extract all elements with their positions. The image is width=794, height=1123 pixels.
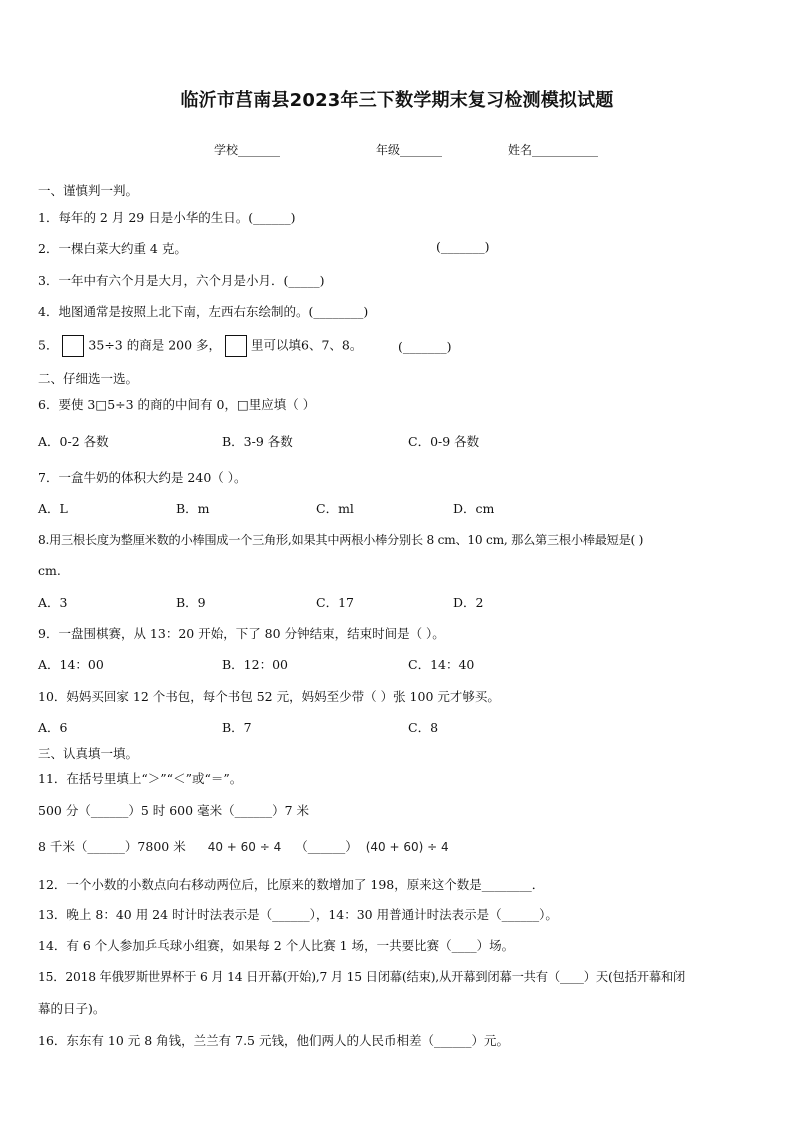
question-10-option-c: C．8 — [408, 720, 439, 735]
question-11-line-1: 500 分（______）5 时 600 毫米（______）7 米 — [38, 803, 309, 818]
question-10: 10．妈妈买回家 12 个书包，每个书包 52 元，妈妈至少带（ ）张 100 元才够买。 — [38, 689, 500, 704]
question-11-line-2 — [38, 837, 449, 855]
question-1: 1．每年的 2 月 29 日是小华的生日。(______) — [38, 210, 296, 225]
question-5 — [38, 335, 362, 357]
question-15-line-2: 幕的日子)。 — [38, 1001, 106, 1016]
question-6-option-b: B．3-9 各数 — [222, 434, 293, 449]
school-field: 学校_______ — [214, 143, 281, 157]
question-2: 2．一棵白菜大约重 4 克。 — [38, 241, 187, 256]
question-11-blank: （______） — [295, 839, 358, 854]
question-5-text-b: 里可以填6、7、8。 — [251, 337, 363, 353]
question-3: 3．一年中有六个月是大月，六个月是小月．(_____) — [38, 273, 325, 288]
question-2-answer-blank: (_______) — [436, 239, 490, 254]
question-13: 13．晚上 8：40 用 24 时计时法表示是（______），14：30 用普通计时法表示是（______）。 — [38, 907, 558, 922]
question-8-option-b: B．9 — [176, 595, 206, 610]
question-5-answer-blank: (_______) — [398, 339, 452, 354]
section-1-heading: 一、谨慎判一判。 — [38, 183, 139, 198]
question-9-option-b: B．12：00 — [222, 657, 288, 672]
question-16: 16．东东有 10 元 8 角钱，兰兰有 7.5 元钱，他们两人的人民币相差（______）元。 — [38, 1033, 509, 1048]
question-12: 12．一个小数的小数点向右移动两位后，比原来的数增加了 198，原来这个数是________． — [38, 877, 545, 892]
question-7-option-d: D．cm — [453, 501, 495, 516]
question-5-number: 5． — [38, 337, 59, 353]
question-9: 9．一盘围棋赛，从 13：20 开始，下了 80 分钟结束，结束时间是（ ）。 — [38, 626, 445, 641]
question-9-option-a: A．14：00 — [38, 657, 104, 672]
question-6-option-c: C．0-9 各数 — [408, 434, 480, 449]
answer-box — [225, 335, 247, 357]
section-3-heading: 三、认真填一填。 — [38, 746, 139, 761]
math-expression-left: 40 + 60 ÷ 4 — [207, 840, 282, 854]
question-9-option-c: C．14：40 — [408, 657, 475, 672]
question-7-option-b: B．m — [176, 501, 210, 516]
answer-box — [62, 335, 84, 357]
question-8-line-1: 8.用三根长度为整厘米数的小棒围成一个三角形,如果其中两根小棒分别长 8 cm、10 cm, 那么第三根小棒最短是( ) — [38, 533, 644, 547]
question-7-option-a: A．L — [38, 501, 68, 516]
question-7: 7．一盒牛奶的体积大约是 240（ ）。 — [38, 470, 247, 485]
page-title: 临沂市莒南县2023年三下数学期末复习检测模拟试题 — [180, 90, 614, 111]
question-10-option-a: A．6 — [38, 720, 68, 735]
question-8-option-d: D．2 — [453, 595, 484, 610]
question-8-option-a: A．3 — [38, 595, 68, 610]
question-4: 4．地图通常是按照上北下南，左西右东绘制的。(________) — [38, 304, 369, 319]
question-7-option-c: C．ml — [316, 501, 354, 516]
question-11-item-c: 8 千米（______）7800 米 — [38, 839, 186, 854]
math-expression-right: (40 + 60) ÷ 4 — [365, 840, 449, 854]
question-6: 6．要使 3□5÷3 的商的中间有 0，□里应填（ ） — [38, 397, 316, 412]
section-2-heading: 二、仔细选一选。 — [38, 371, 139, 386]
grade-field: 年级_______ — [376, 143, 443, 157]
question-8-option-c: C．17 — [316, 595, 354, 610]
name-field: 姓名___________ — [508, 143, 599, 157]
question-11: 11．在括号里填上“＞”“＜”或“＝”。 — [38, 771, 243, 786]
question-15-line-1: 15．2018 年俄罗斯世界杯于 6 月 14 日开幕(开始),7 月 15 日闭幕(结束),从开幕到闭幕一共有（____）天(包括开幕和闭 — [38, 970, 686, 984]
question-8-line-2: cm. — [38, 563, 61, 578]
question-14: 14．有 6 个人参加乒乓球小组赛，如果每 2 个人比赛 1 场，一共要比赛（____）场。 — [38, 938, 515, 953]
question-5-text-a: 35÷3 的商是 200 多， — [88, 337, 222, 353]
question-6-option-a: A．0-2 各数 — [38, 434, 109, 449]
question-10-option-b: B．7 — [222, 720, 252, 735]
